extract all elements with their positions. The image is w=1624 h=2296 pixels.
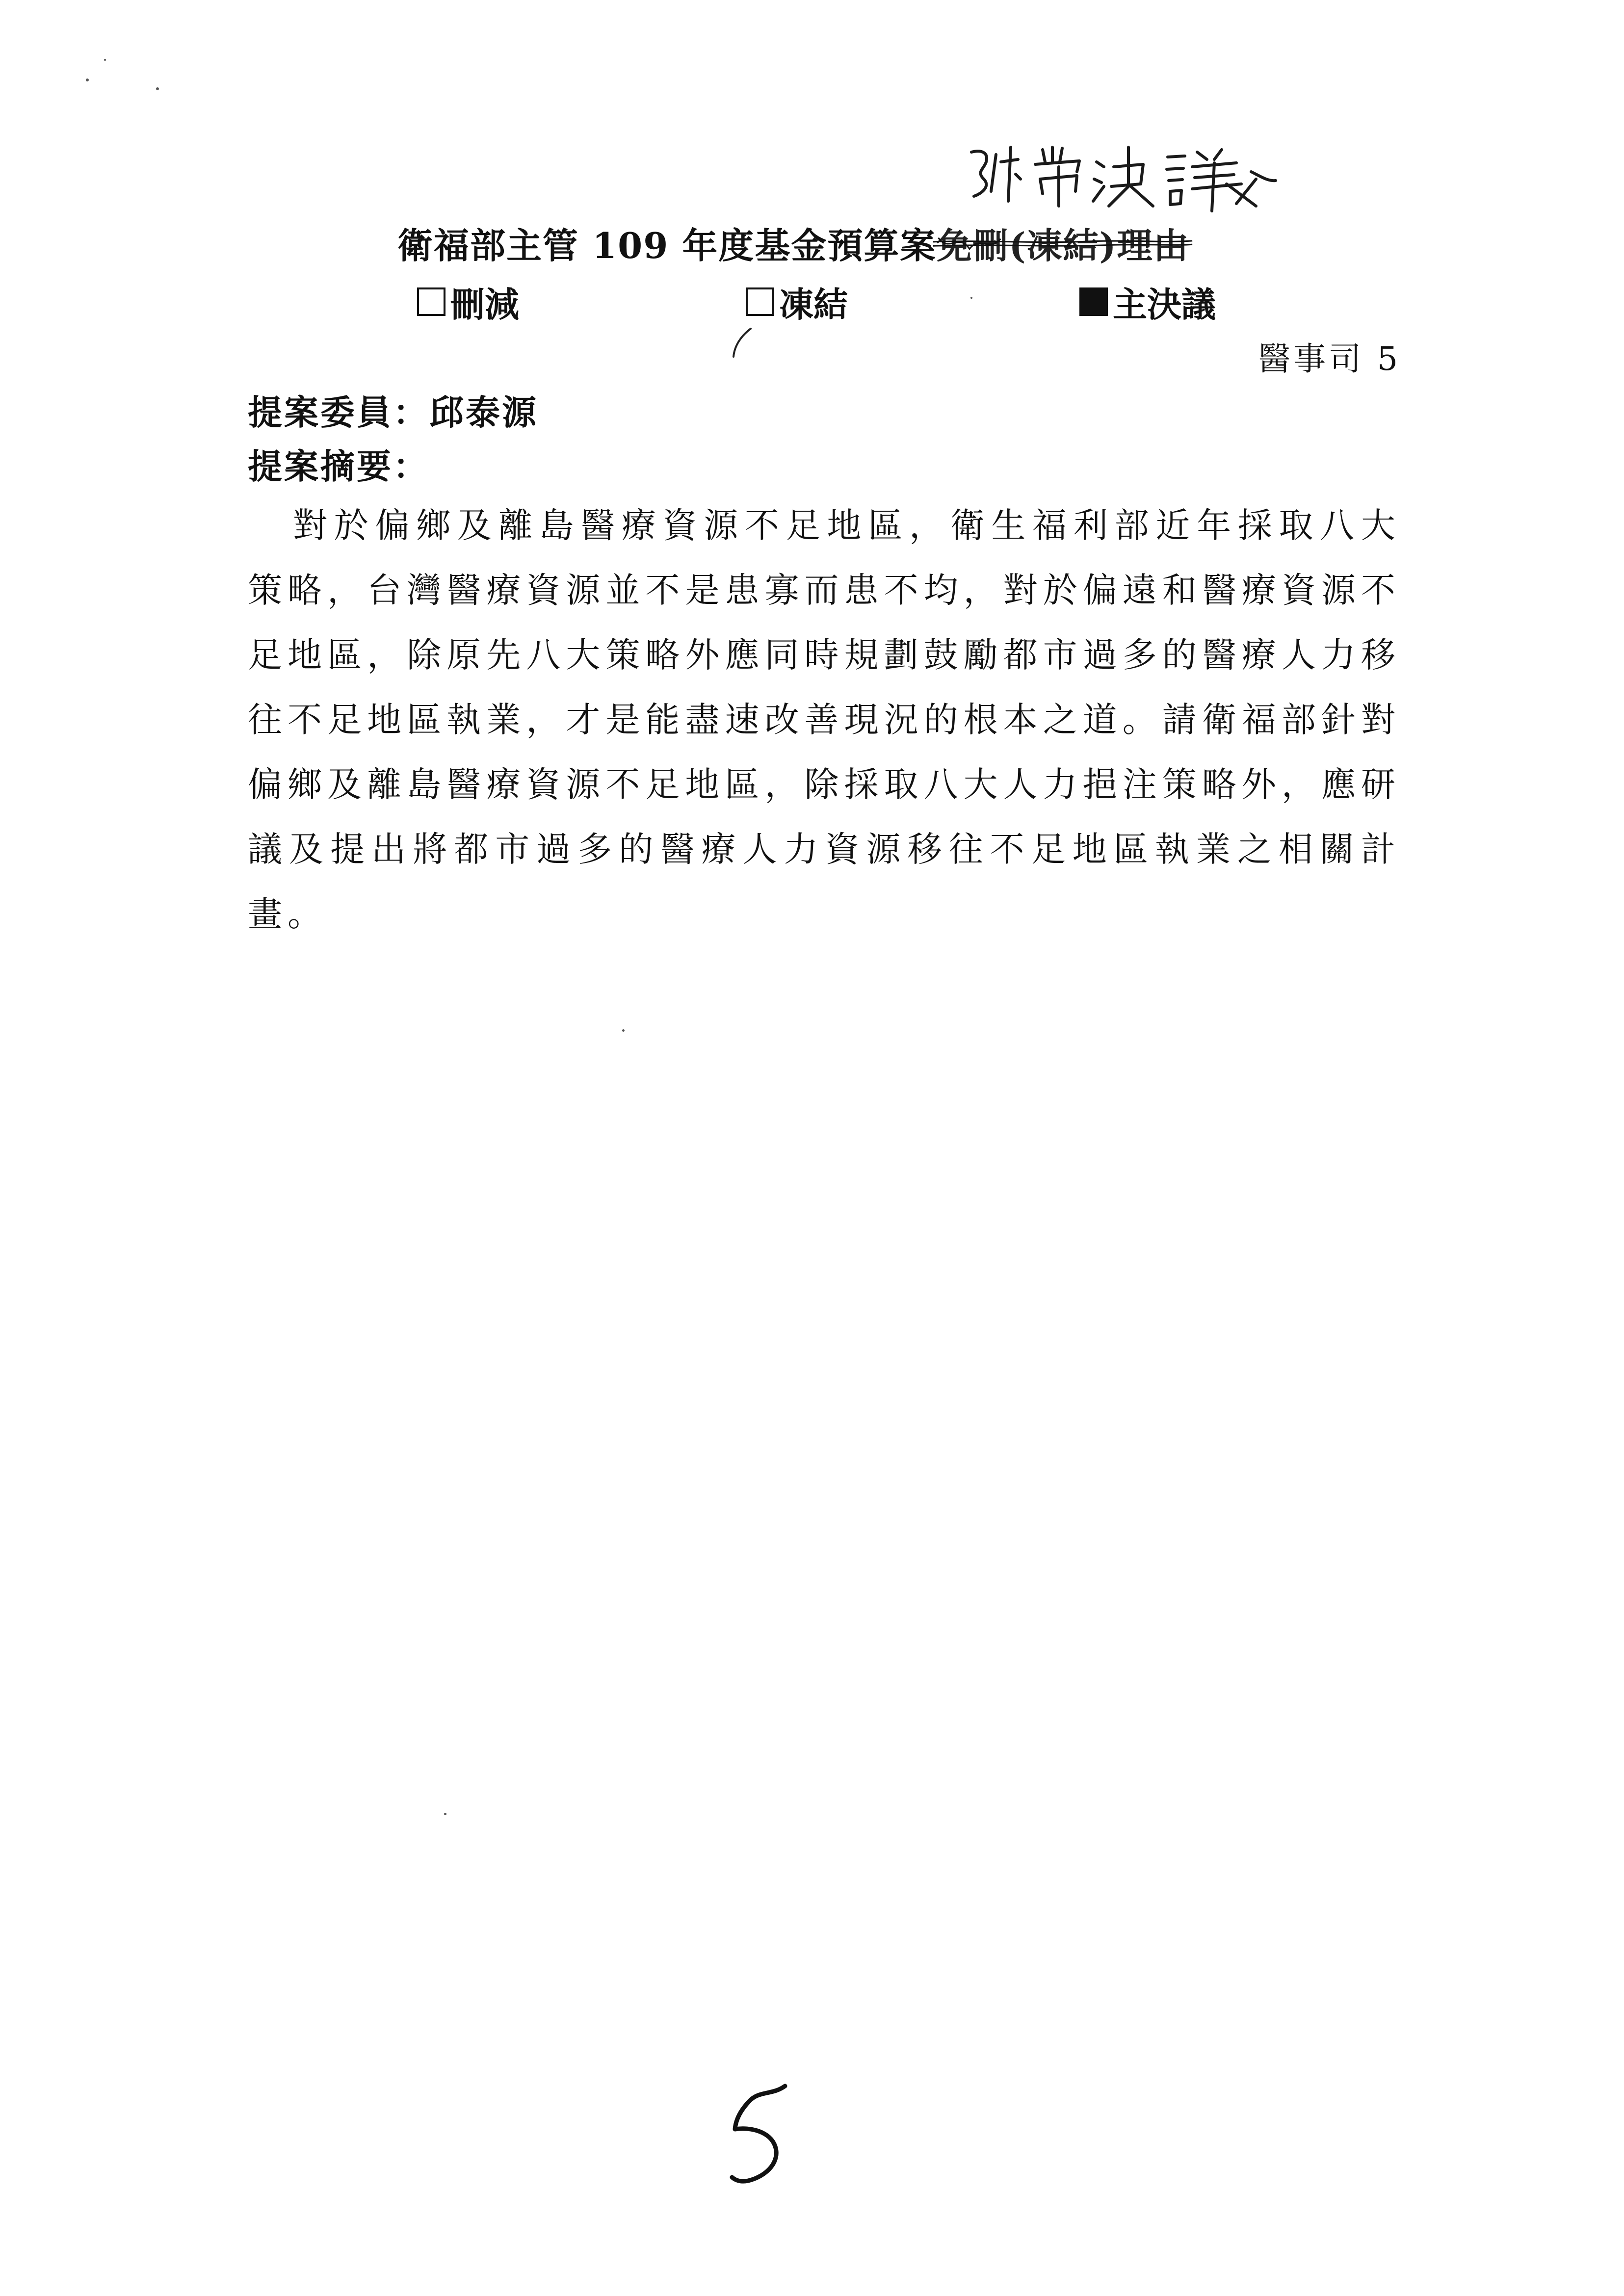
checkbox-unchecked-icon <box>417 287 445 316</box>
scan-speck <box>444 1813 446 1815</box>
option-delete <box>417 280 519 324</box>
option-label: 主決議 <box>1113 284 1216 325</box>
scan-speck <box>86 78 89 81</box>
struck-through-text: 免刪(凍結)理由 <box>936 217 1189 268</box>
handwritten-page-number <box>721 2080 800 2193</box>
scan-speck <box>622 1029 625 1032</box>
option-main-resolution <box>1079 280 1216 324</box>
option-freeze <box>746 280 848 324</box>
scan-speck <box>970 297 972 299</box>
pen-tick-mark <box>729 326 758 361</box>
option-label: 刪減 <box>450 284 519 325</box>
summary-text: 對於偏鄉及離島醫療資源不足地區，衛生福利部近年採取八大策略，台灣醫療資源並不是患寡而患不均，對於偏遠和醫療資源不足地區，除原先八大策略外應同時規劃鼓勵都市過多的醫療人力移往不足地區執業，才是能盡速改善現況的根本之道。請衛福部針對偏鄉及離島醫療資源不足地區，除採取八大人力挹注策略外，應研議及提出將都市過多的醫療人力資源移往不足地區執業之相關計畫。 <box>248 505 1401 934</box>
proposer-label: 提案委員： <box>248 391 429 433</box>
document-title <box>397 216 1190 270</box>
summary-label: 提案摘要： <box>248 445 429 487</box>
checkbox-unchecked-icon <box>746 287 774 316</box>
proposer-name: 邱泰源 <box>429 391 538 433</box>
decision-type-options <box>417 280 1251 324</box>
department-reference: 醫事司 5 <box>1258 339 1401 378</box>
scan-speck <box>104 59 106 61</box>
scan-speck <box>156 87 159 90</box>
strikethrough-mark <box>933 217 1192 268</box>
title-text: 衛福部主管 109 年度基金預算案 <box>397 225 937 266</box>
proposer-line <box>248 385 538 434</box>
handwritten-annotation <box>962 132 1295 216</box>
option-label: 凍結 <box>779 284 848 325</box>
checkbox-checked-icon <box>1079 287 1108 316</box>
